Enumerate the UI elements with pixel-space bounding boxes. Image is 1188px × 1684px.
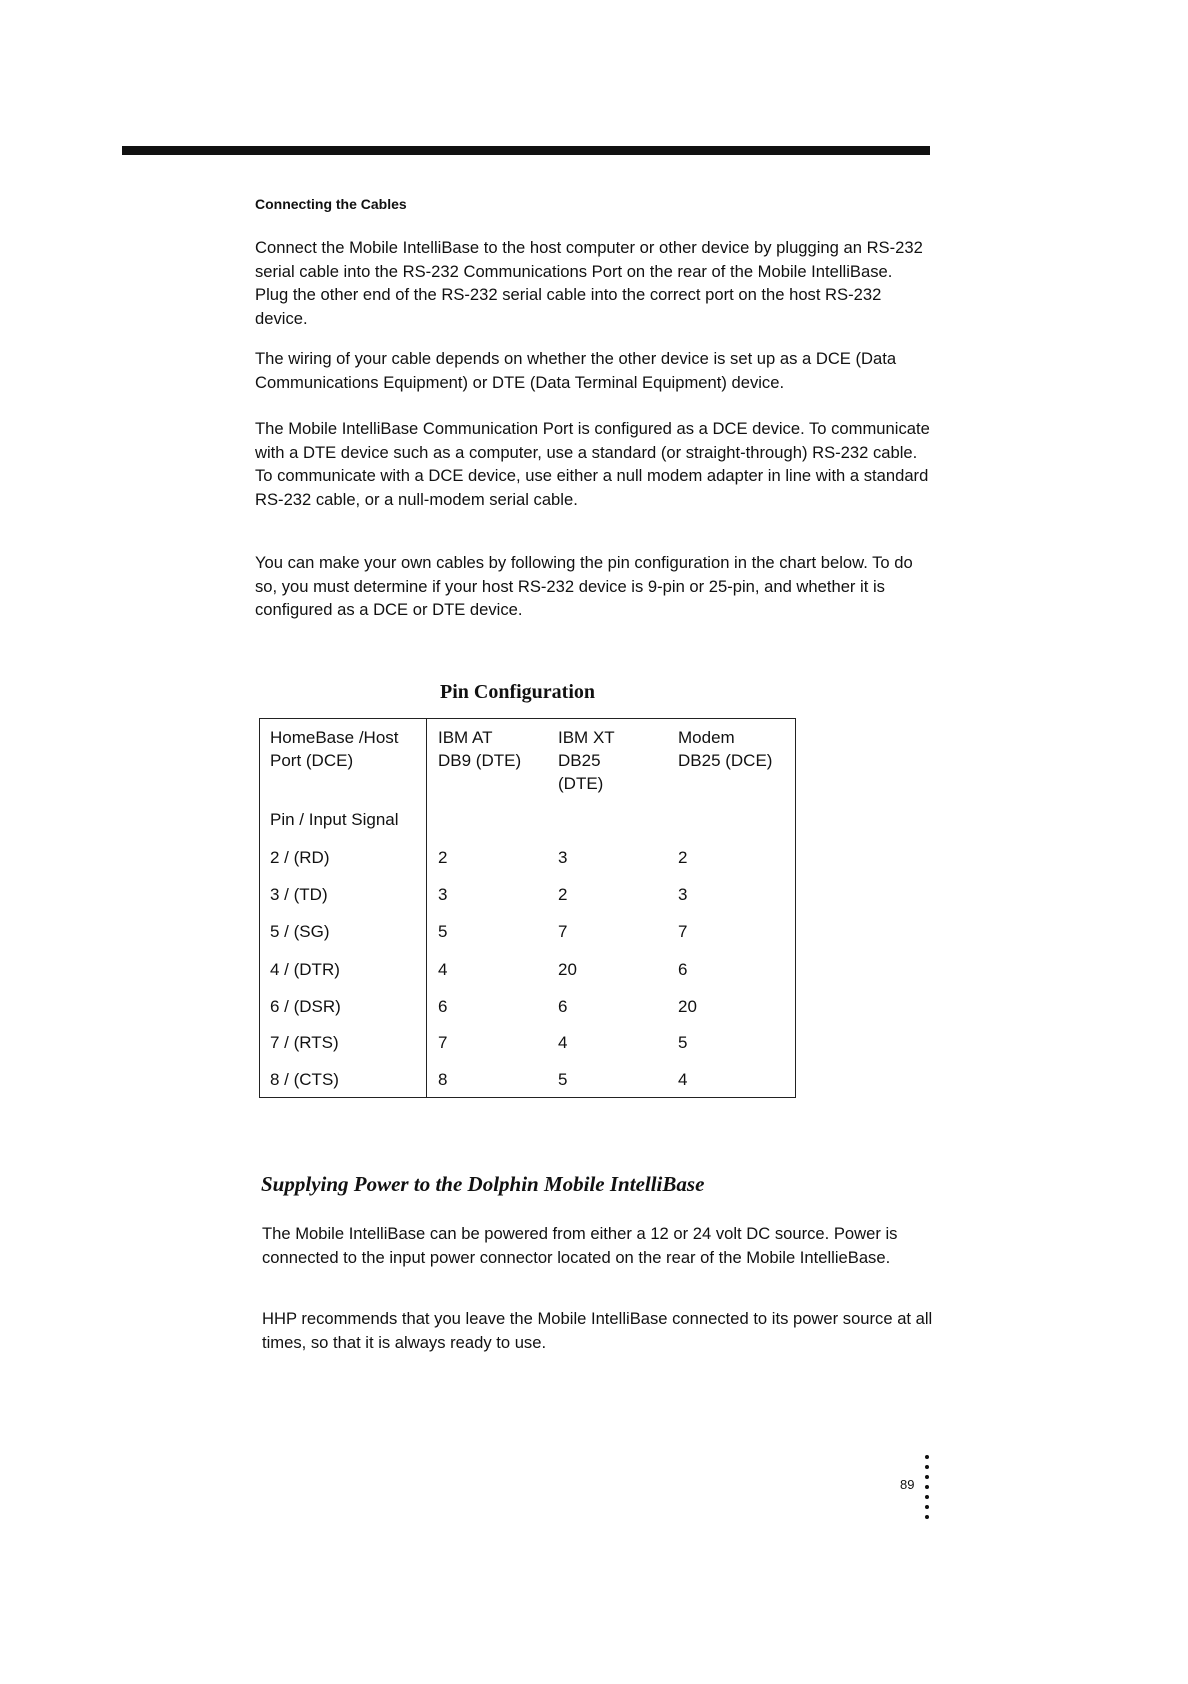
table-cell: 5 / (SG) [270,922,330,941]
table-cell: 8 / (CTS) [270,1070,339,1089]
table-cell: 20 [558,960,577,979]
table-cell: 2 [438,848,448,867]
table-cell: 4 [558,1033,568,1052]
table-cell: 6 [438,997,448,1016]
table-cell: 3 / (TD) [270,885,328,904]
table-cell: 5 [678,1033,688,1052]
table-title: Pin Configuration [440,681,596,703]
page-marker-dot [925,1505,929,1509]
table-cell: 6 / (DSR) [270,997,341,1016]
table-cell: 3 [438,885,448,904]
page-number: 89 [900,1477,915,1492]
table-header-modem: Modem DB25 (DCE) [678,728,773,770]
table-cell: 5 [558,1070,568,1089]
table-cell: 6 [678,960,688,979]
table-cell: 7 [438,1033,448,1052]
table-cell: 2 / (RD) [270,848,330,867]
table-cell: 4 [678,1070,688,1089]
table-cell: 7 [558,922,568,941]
paragraph-power-recommendation: HHP recommends that you leave the Mobile IntelliBase connected to its power source at all times, so that it is always ready to use. [262,1309,933,1352]
table-cell: 3 [558,848,568,867]
section-heading: Connecting the Cables [255,196,407,212]
table-cell: 2 [678,848,688,867]
paragraph-connect: Connect the Mobile IntelliBase to the host computer or other device by plugging an RS-232 serial cable into the RS-232 Communications Port on the rear of the Mobile IntelliBase. Plug the other end of the RS-232 serial cable into the correct port on the host RS-232 device. [255,238,923,328]
page-marker-dot [925,1465,929,1469]
table-cell: 7 / (RTS) [270,1033,339,1052]
power-section-heading: Supplying Power to the Dolphin Mobile IntelliBase [261,1172,705,1196]
paragraph-wiring: The wiring of your cable depends on whether the other device is set up as a DCE (Data Communications Equipment) or DTE (Data Terminal Equipment) device. [255,349,897,392]
table-cell: 6 [558,997,568,1016]
table-column-divider [426,718,427,1098]
page-marker-dot [925,1475,929,1479]
table-cell: 7 [678,922,688,941]
page-marker-dot [925,1455,929,1459]
table-cell: 2 [558,885,568,904]
page-marker-dot [925,1495,929,1499]
pin-configuration-table [259,718,796,1098]
table-cell: 4 [438,960,448,979]
paragraph-own-cables: You can make your own cables by following the pin configuration in the chart below. To do so, you must determine if your host RS-232 device is 9-pin or 25-pin, and whether it is configured as a DCE or DTE device. [255,553,913,619]
page-marker-dot [925,1515,929,1519]
table-header-ibm-xt: IBM XT DB25 (DTE) [558,728,615,793]
table-header-homebase: HomeBase /Host Port (DCE) [270,728,399,770]
table-cell: 20 [678,997,697,1016]
top-rule [122,146,930,155]
page-marker-dot [925,1485,929,1489]
table-cell: 8 [438,1070,448,1089]
table-header-ibm-at: IBM AT DB9 (DTE) [438,728,522,770]
table-cell: 5 [438,922,448,941]
table-cell: 4 / (DTR) [270,960,340,979]
table-cell: 3 [678,885,688,904]
paragraph-power-source: The Mobile IntelliBase can be powered from either a 12 or 24 volt DC source. Power is connected to the input power connector located on the rear of the Mobile IntellieBase. [262,1224,898,1267]
paragraph-dce-config: The Mobile IntelliBase Communication Port is configured as a DCE device. To communicate with a DTE device such as a computer, use a standard (or straight-through) RS-232 cable. To communicate with a DCE device, use either a null modem adapter in line with a standard RS-232 cable, or a null-modem serial cable. [255,419,930,509]
table-subheader: Pin / Input Signal [270,810,399,829]
